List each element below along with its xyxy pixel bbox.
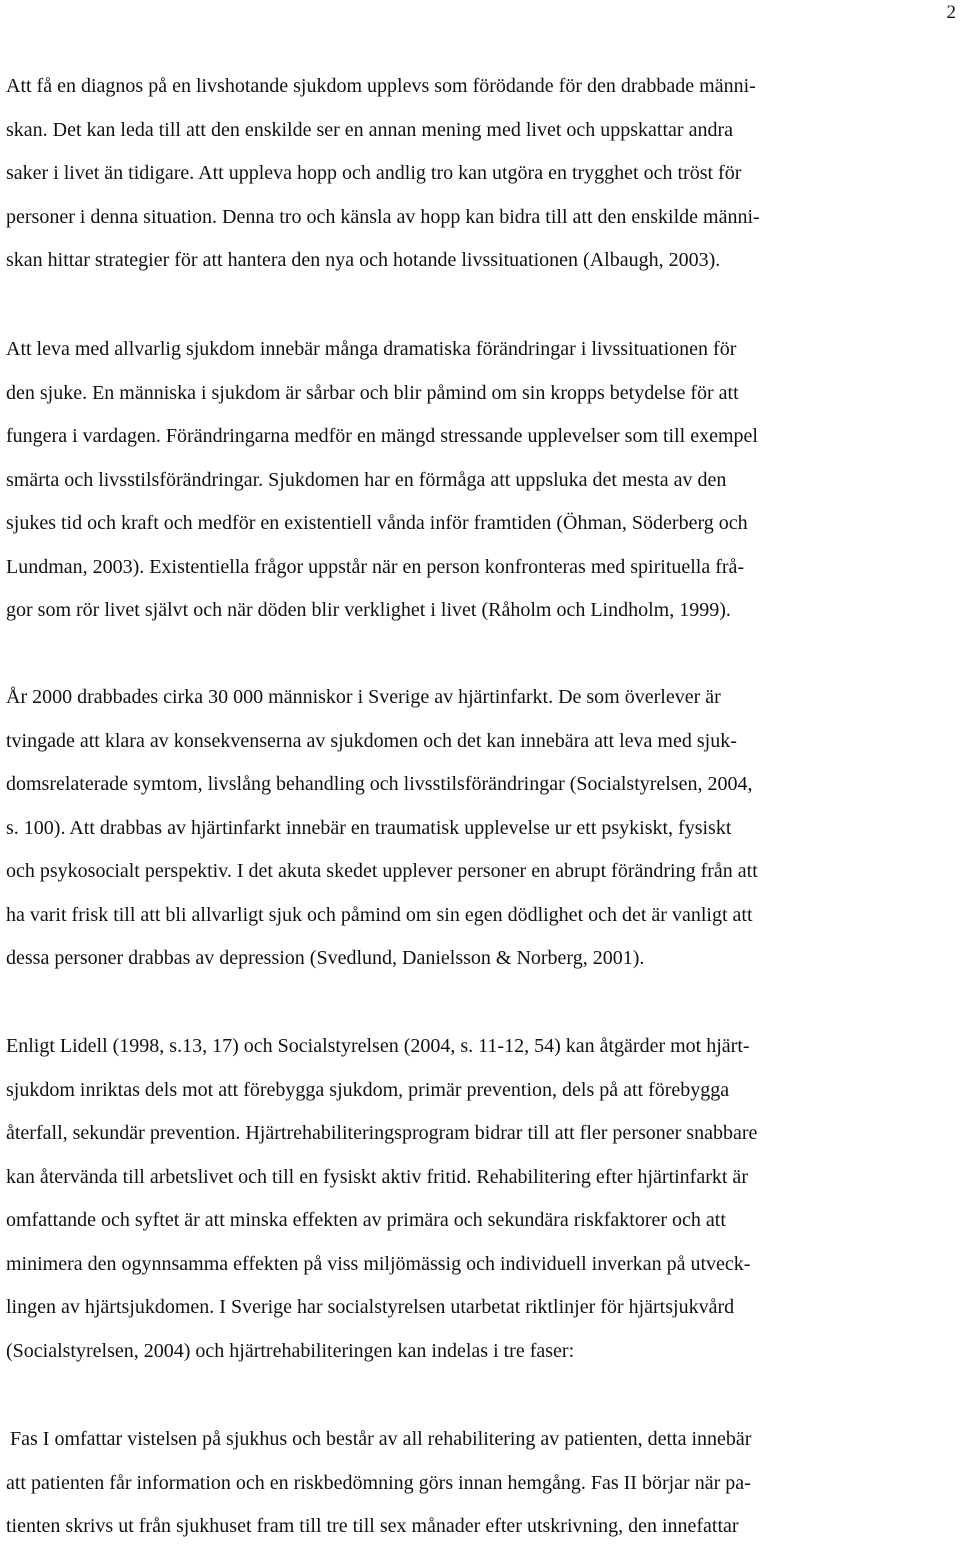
text-line: den sjuke. En människa i sjukdom är sårbar och blir påmind om sin kropps betydelse för att	[6, 381, 739, 404]
text-line: att patienten får information och en riskbedömning görs innan hemgång. Fas II börjar när pa-	[6, 1471, 751, 1494]
text-line: kan återvända till arbetslivet och till en fysiskt aktiv fritid. Rehabilitering efter hjärtinfarkt är	[6, 1165, 748, 1188]
text-line: smärta och livsstilsförändringar. Sjukdomen har en förmåga att uppsluka det mesta av den	[6, 468, 727, 491]
text-line: fungera i vardagen. Förändringarna medför en mängd stressande upplevelser som till exempel	[6, 425, 758, 447]
text-line: År 2000 drabbades cirka 30 000 människor i Sverige av hjärtinfarkt. De som överlever är	[6, 686, 721, 708]
text-line: skan. Det kan leda till att den enskilde ser en annan mening med livet och uppskattar andra	[6, 118, 733, 141]
text-line: s. 100). Att drabbas av hjärtinfarkt innebär en traumatisk upplevelse ur ett psykiskt, fysiskt	[6, 816, 732, 839]
text-line: Fas I omfattar vistelsen på sjukhus och består av all rehabilitering av patienten, detta innebär	[10, 1428, 752, 1450]
text-line: och psykosocialt perspektiv. I det akuta skedet upplever personer en abrupt förändring från att	[6, 860, 758, 882]
text-line: tienten skrivs ut från sjukhuset fram till tre till sex månader efter utskrivning, den innefattar	[6, 1515, 739, 1537]
text-line: gor som rör livet självt och när döden blir verklighet i livet (Råholm och Lindholm, 1999).	[6, 599, 731, 621]
text-line: dessa personer drabbas av depression (Svedlund, Danielsson & Norberg, 2001).	[6, 947, 645, 969]
text-line: sjukdom inriktas dels mot att förebygga sjukdom, primär prevention, dels på att förebygga	[6, 1078, 730, 1101]
paragraph-phases	[6, 1418, 958, 1549]
text-line: Att leva med allvarlig sjukdom innebär många dramatiska förändringar i livssituationen för	[6, 338, 737, 360]
text-line: lingen av hjärtsjukdomen. I Sverige har socialstyrelsen utarbetat riktlinjer för hjärtsjukvård	[6, 1296, 735, 1318]
text-line: saker i livet än tidigare. Att uppleva hopp och andlig tro kan utgöra en trygghet och tröst för	[6, 162, 742, 184]
text-line: domsrelaterade symtom, livslång behandling och livsstilsförändringar (Socialstyrelsen, 2004,	[6, 773, 753, 795]
text-line: Lundman, 2003). Existentiella frågor uppstår när en person konfronteras med spirituella frå-	[6, 555, 745, 578]
text-line: tvingade att klara av konsekvenserna av sjukdomen och det kan innebära att leva med sjuk-	[6, 729, 737, 752]
text-line: skan hittar strategier för att hantera den nya och hotande livssituationen (Albaugh, 2003).	[6, 249, 721, 271]
paragraph-diagnosis	[6, 65, 958, 283]
paragraph-rehabilitation	[6, 1025, 958, 1373]
text-line: personer i denna situation. Denna tro och känsla av hopp kan bidra till att den enskilde männi-	[6, 205, 760, 228]
text-line: (Socialstyrelsen, 2004) och hjärtrehabiliteringen kan indelas i tre faser:	[6, 1339, 575, 1362]
text-line: omfattande och syftet är att minska effekten av primära och sekundära riskfaktorer och att	[6, 1209, 726, 1231]
text-line: Enligt Lidell (1998, s.13, 17) och Socialstyrelsen (2004, s. 11-12, 54) kan åtgärder mot hjärt-	[6, 1035, 750, 1057]
text-line: återfall, sekundär prevention. Hjärtrehabiliteringsprogram bidrar till att fler personer snabbare	[6, 1122, 758, 1144]
text-line: Att få en diagnos på en livshotande sjukdom upplevs som förödande för den drabbade männi-	[6, 75, 756, 97]
text-line: ha varit frisk till att bli allvarligt sjuk och påmind om sin egen dödlighet och det är vanligt att	[6, 903, 753, 926]
text-line: sjukes tid och kraft och medför en existentiell vånda inför framtiden (Öhman, Söderberg och	[6, 512, 748, 534]
paragraph-heart-attack	[6, 676, 958, 981]
page-number: 2	[946, 2, 956, 23]
paragraph-serious-illness	[6, 328, 958, 633]
text-line: minimera den ogynnsamma effekten på viss miljömässig och individuell inverkan på utveck-	[6, 1252, 751, 1275]
